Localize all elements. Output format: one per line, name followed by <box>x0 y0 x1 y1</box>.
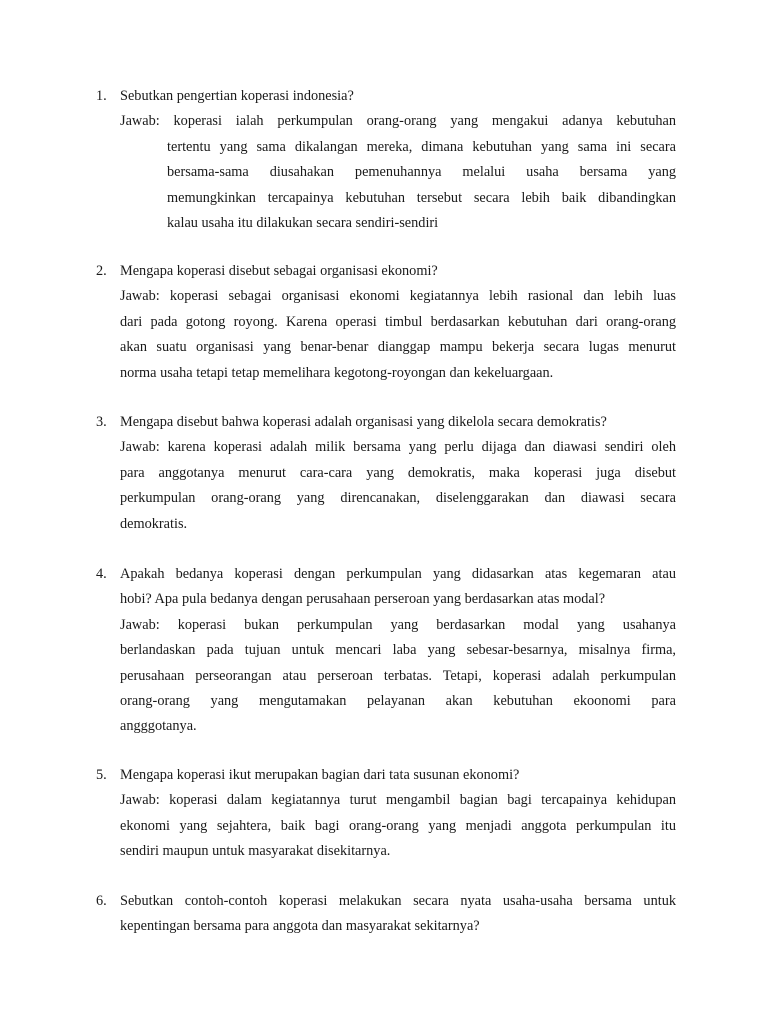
question-number: 2. <box>96 263 107 279</box>
answer-block <box>120 788 676 864</box>
answer-line: perkumpulan orang-orang yang direncanakan, diselenggarakan dan diawasi secara <box>120 490 676 507</box>
answer-line: tertentu yang sama dikalangan mereka, dimana kebutuhan yang sama ini secara <box>167 138 676 155</box>
answer-line: akan suatu organisasi yang benar-benar dianggap mampu bekerja secara lugas menurut <box>120 339 676 356</box>
answer-line: sendiri maupun untuk masyarakat disekitarnya. <box>120 843 391 860</box>
answer-line: bersama-sama diusahakan pemenuhannya melalui usaha bersama yang <box>167 164 676 181</box>
answer-line: Jawab: koperasi sebagai organisasi ekonomi kegiatannya lebih rasional dan lebih luas <box>120 288 676 305</box>
question-number: 6. <box>96 893 107 909</box>
qa-item-6 <box>96 889 676 940</box>
answer-block <box>120 435 676 537</box>
question-text <box>120 562 676 613</box>
qa-item-2 <box>96 259 676 386</box>
answer-line: kalau usaha itu dilakukan secara sendiri-sendiri <box>167 215 439 232</box>
answer-line: perusahaan perseorangan atau perseroan terbatas. Tetapi, koperasi adalah perkumpulan <box>120 667 676 684</box>
question-text: Mengapa koperasi ikut merupakan bagian dari tata susunan ekonomi? <box>120 767 520 783</box>
qa-item-5 <box>96 763 676 865</box>
qa-item-4 <box>96 562 676 740</box>
answer-line: demokratis. <box>120 515 188 532</box>
answer-block <box>120 613 676 740</box>
answer-line: Jawab: koperasi dalam kegiatannya turut mengambil bagian bagi tercapainya kehidupan <box>120 792 676 809</box>
question-text: Sebutkan pengertian koperasi indonesia? <box>120 88 354 104</box>
qa-item-1 <box>96 84 676 236</box>
answer-line: ekonomi yang sejahtera, baik bagi orang-orang yang menjadi anggota perkumpulan itu <box>120 817 676 834</box>
answer-line: Jawab: karena koperasi adalah milik bersama yang perlu dijaga dan diawasi sendiri oleh <box>120 439 676 456</box>
question-number: 1. <box>96 88 107 104</box>
question-number: 4. <box>96 566 107 582</box>
answer-line: Jawab: koperasi bukan perkumpulan yang berdasarkan modal yang usahanya <box>120 616 676 633</box>
answer-line: dari pada gotong royong. Karena operasi timbul berdasarkan kebutuhan dari orang-orang <box>120 313 676 330</box>
question-line: hobi? Apa pula bedanya dengan perusahaan perseroan yang berdasarkan atas modal? <box>120 591 606 608</box>
question-line: kepentingan bersama para anggota dan masyarakat sekitarnya? <box>120 918 480 935</box>
answer-block <box>120 284 676 386</box>
answer-line: Jawab: koperasi ialah perkumpulan orang-orang yang mengakui adanya kebutuhan <box>120 113 676 130</box>
answer-line: orang-orang yang mengutamakan pelayanan akan kebutuhan ekoonomi para <box>120 693 676 710</box>
question-text: Mengapa disebut bahwa koperasi adalah organisasi yang dikelola secara demokratis? <box>120 414 607 430</box>
answer-line: para anggotanya menurut cara-cara yang demokratis, maka koperasi juga disebut <box>120 464 676 481</box>
question-number: 3. <box>96 414 107 430</box>
answer-line: norma usaha tetapi tetap memelihara kegotong-royongan dan kekeluargaan. <box>120 364 554 381</box>
answer-block <box>120 109 676 236</box>
question-line: Sebutkan contoh-contoh koperasi melakukan secara nyata usaha-usaha bersama untuk <box>120 893 676 909</box>
answer-line: berlandaskan pada tujuan untuk mencari laba yang sebesar-besarnya, misalnya firma, <box>120 642 676 659</box>
question-text <box>120 889 676 940</box>
answer-line: angggotanya. <box>120 718 197 735</box>
question-number: 5. <box>96 767 107 783</box>
question-line: Apakah bedanya koperasi dengan perkumpulan yang didasarkan atas kegemaran atau <box>120 566 676 582</box>
qa-item-3 <box>96 410 676 537</box>
question-text: Mengapa koperasi disebut sebagai organisasi ekonomi? <box>120 263 438 279</box>
answer-line: memungkinkan tercapainya kebutuhan tersebut secara lebih baik dibandingkan <box>167 189 676 206</box>
